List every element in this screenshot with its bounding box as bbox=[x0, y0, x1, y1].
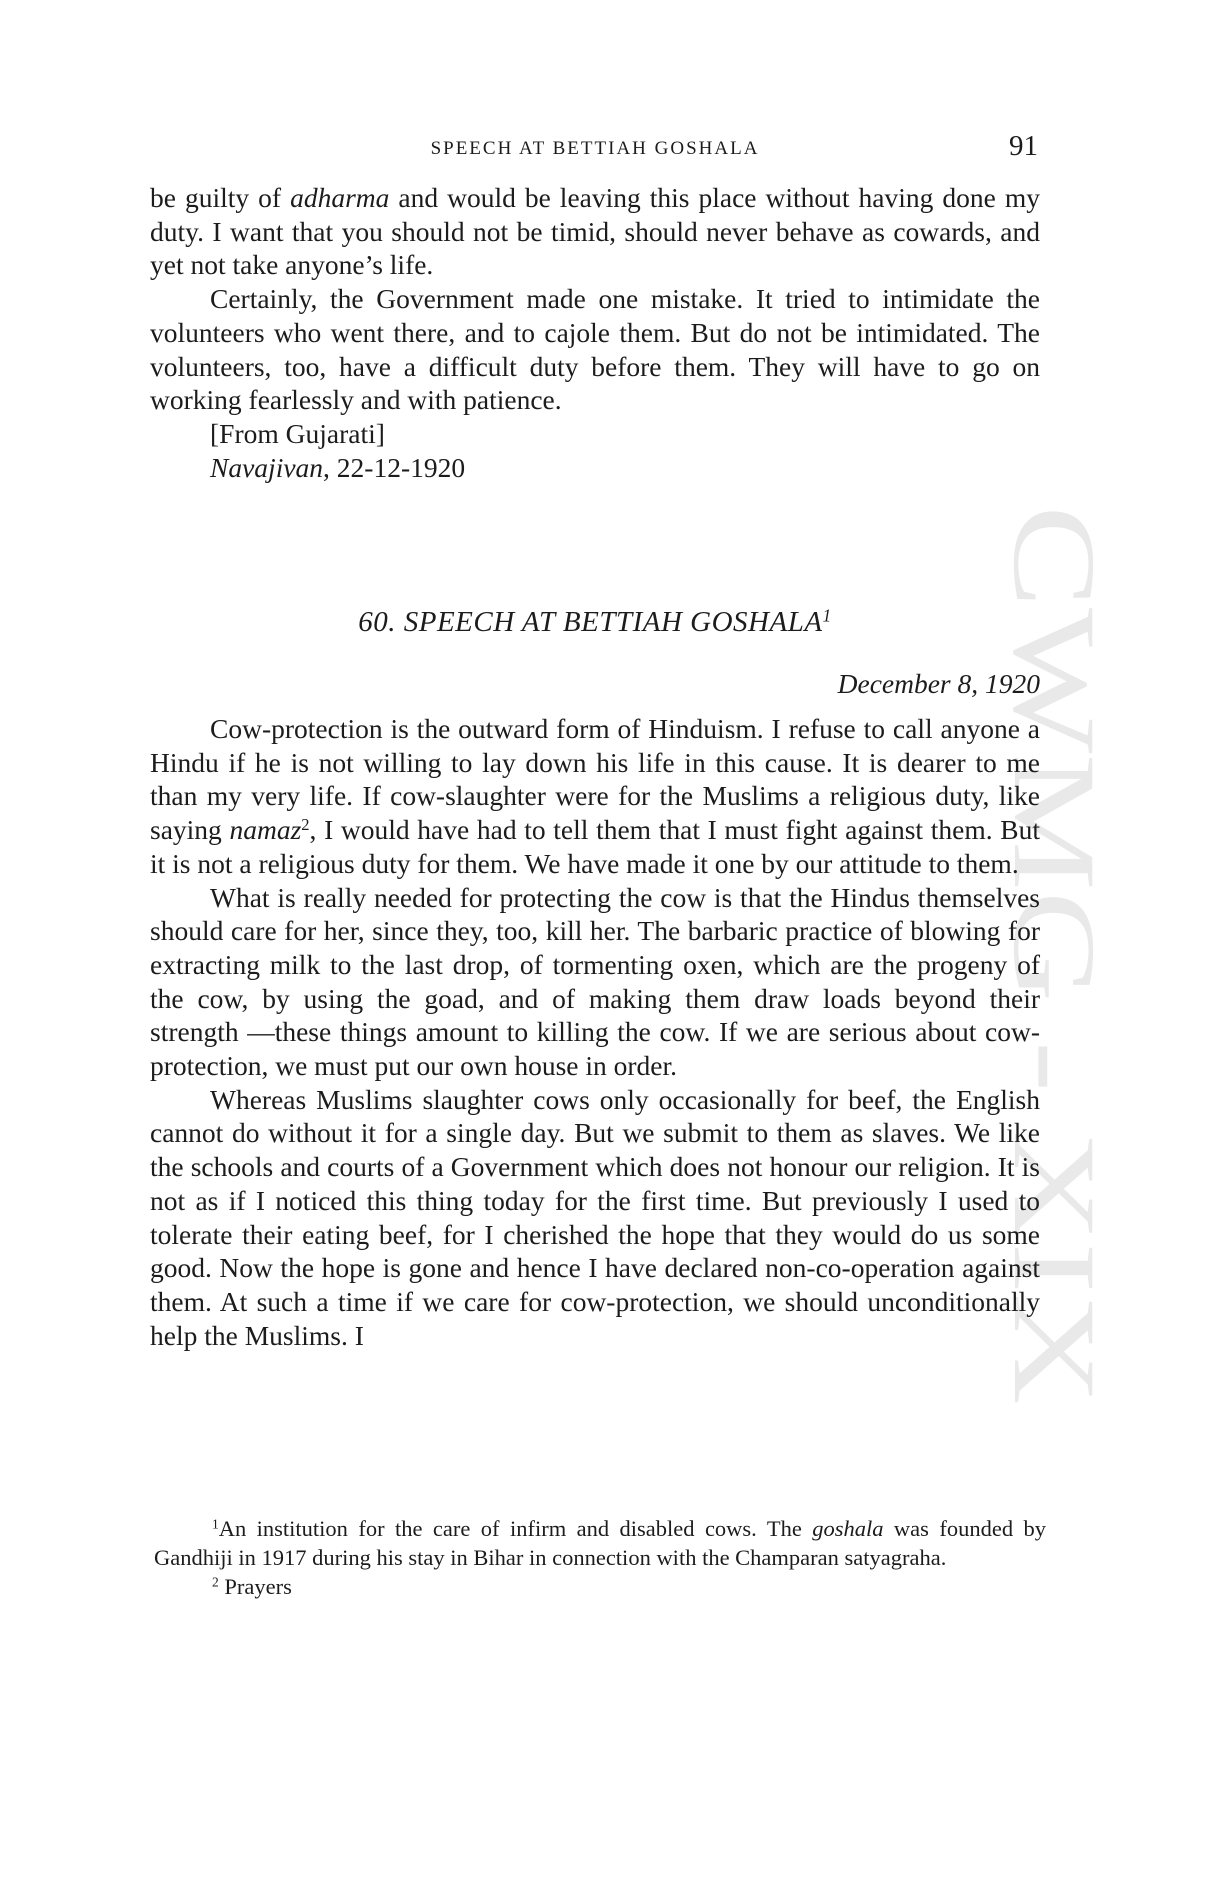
text-run: and would be leaving this place without having done my duty. I want that you should not be timid, should never behave as cowards, and yet not take anyone’s life. bbox=[150, 182, 1040, 281]
citation-date: , 22-12-1920 bbox=[323, 451, 466, 483]
footnote-1 bbox=[154, 1514, 1046, 1572]
italic-term: adharma bbox=[290, 182, 390, 213]
continued-text bbox=[150, 181, 1040, 484]
text-run: , I would have had to tell them that I must fight against them. But it is not a religious duty for them. We have made it one by our attitude to them. bbox=[150, 814, 1040, 879]
paragraph bbox=[150, 181, 1040, 282]
text-run: be guilty of bbox=[150, 182, 291, 213]
running-title: SPEECH AT BETTIAH GOSHALA bbox=[430, 138, 760, 159]
journal-name: Navajivan bbox=[210, 451, 324, 483]
text-run: was founded by Gandhiji in 1917 during his stay in Bihar in connection with the Champaran satyagraha. bbox=[154, 1516, 1046, 1570]
footnote-marker: 1 bbox=[212, 1516, 219, 1532]
article-body bbox=[150, 712, 1040, 1352]
watermark-text: CWMG - XIX bbox=[989, 505, 1120, 1194]
italic-term: namaz bbox=[229, 814, 302, 846]
text-run: Prayers bbox=[224, 1574, 292, 1599]
footnote-ref: 1 bbox=[822, 605, 832, 626]
paragraph: Whereas Muslims slaughter cows only occasionally for beef, the English cannot do without it for a single day. But we submit to them as slaves. We like the schools and courts of a Government which does not honour our religion. It is not as if I noticed this thing today for the first time. But previously I used to tolerate their eating beef, for I cherished the hope that they would do us some good. Now the hope is gone and hence I have declared non-co-operation against them. At such a time if we care for cow-protection, we should unconditionally help the Muslims. I bbox=[150, 1083, 1040, 1351]
article-title: 60. SPEECH AT BETTIAH GOSHALA bbox=[358, 606, 823, 638]
footnote-ref: 2 bbox=[301, 815, 310, 835]
citation bbox=[150, 451, 1040, 485]
text-run: An institution for the care of infirm and disabled cows. The bbox=[218, 1516, 813, 1541]
text-run: Cow-protection is the outward form of Hinduism. I refuse to call anyone a Hindu if he is not willing to lay down his life in this cause. It is dearer to me than my very life. If cow-slaughter were for the Muslims a religious duty, like saying bbox=[150, 713, 1040, 846]
paragraph: What is really needed for protecting the cow is that the Hindus themselves should care for her, since they, too, kill her. The barbaric practice of blowing for extracting milk to the last drop, of tormenting oxen, which are the progeny of the cow, by using the goad, and of making them draw loads beyond their strength —these things amount to killing the cow. If we are serious about cow-protection, we must put our own house in order. bbox=[150, 881, 1040, 1082]
paragraph: Certainly, the Government made one mistake. It tried to intimidate the volunteers who went there, and to cajole them. But do not be intimidated. The volunteers, too, have a difficult duty before them. They will have to go on working fearlessly and with patience. bbox=[150, 283, 1040, 416]
paragraph bbox=[150, 712, 1040, 881]
article-date: December 8, 1920 bbox=[837, 668, 1040, 699]
italic-term: goshala bbox=[812, 1516, 884, 1541]
running-head bbox=[150, 130, 1040, 166]
article-heading bbox=[150, 606, 1040, 639]
footnotes bbox=[154, 1514, 1046, 1601]
footnote-marker: 2 bbox=[212, 1574, 219, 1590]
footnote-2 bbox=[154, 1572, 1046, 1601]
source-note: [From Gujarati] bbox=[210, 417, 385, 449]
page-number: 91 bbox=[1009, 130, 1038, 162]
